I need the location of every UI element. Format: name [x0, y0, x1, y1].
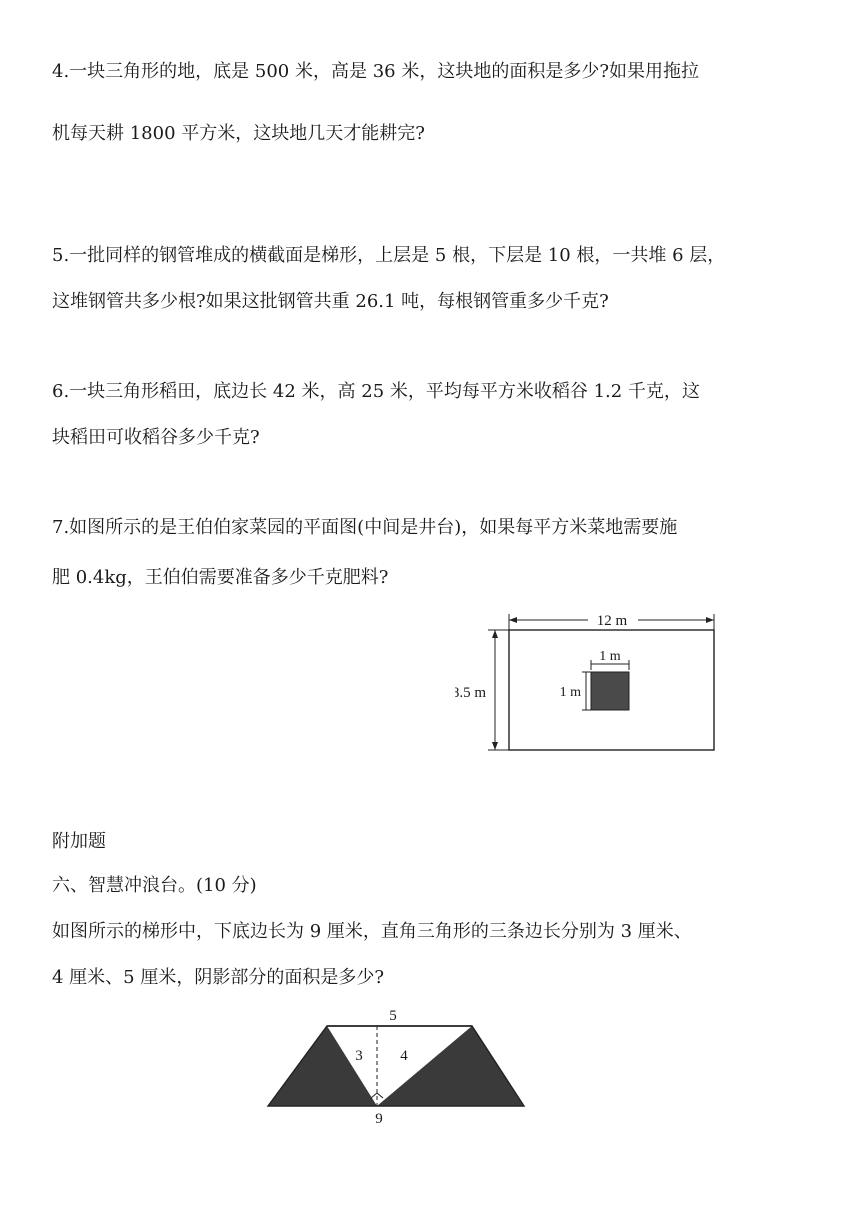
trapezoid-figure [262, 1002, 532, 1136]
problem-7-line-1: 7.如图所示的是王伯伯家菜园的平面图(中间是井台)，如果每平方米菜地需要施 [52, 517, 678, 538]
bonus-problem-line-2: 4 厘米、5 厘米，阴影部分的面积是多少? [52, 967, 384, 988]
left-label: 3 [355, 1048, 363, 1064]
width-arrow-right [706, 617, 714, 623]
problem-5 [52, 236, 812, 322]
width-label: 12 m [596, 613, 628, 629]
top-label: 5 [389, 1008, 397, 1024]
well-width-label: 1 m [599, 649, 621, 664]
right-label: 4 [400, 1048, 408, 1064]
problem-5-line-2: 这堆钢管共多少根?如果这批钢管共重 26.1 吨，每根钢管重多少千克? [52, 291, 609, 312]
bonus-section-title [52, 866, 812, 906]
bonus-section-text: 六、智慧冲浪台。(10 分) [52, 875, 257, 896]
problem-6 [52, 372, 812, 458]
garden-plan-figure [455, 600, 730, 769]
shaded-triangle-left [268, 1026, 377, 1106]
trapezoid-svg [262, 1002, 532, 1132]
problem-4 [52, 52, 812, 154]
width-arrow-left [509, 617, 517, 623]
bonus-problem-line-1: 如图所示的梯形中，下底边长为 9 厘米，直角三角形的三条边长分别为 3 厘米、 [52, 921, 692, 942]
height-label: 8.5 m [455, 685, 486, 701]
bonus-heading-text: 附加题 [52, 831, 106, 852]
problem-5-line-1: 5.一批同样的钢管堆成的横截面是梯形，上层是 5 根，下层是 10 根，一共堆 6 层， [52, 245, 726, 266]
garden-plan-svg [455, 600, 730, 765]
problem-6-line-1: 6.一块三角形稻田，底边长 42 米，高 25 米，平均每平方米收稻谷 1.2 千克，这 [52, 381, 700, 402]
bonus-problem [52, 912, 812, 998]
problem-6-line-2: 块稻田可收稻谷多少千克? [52, 427, 260, 448]
height-arrow-bottom [492, 742, 498, 750]
problem-7-line-2: 肥 0.4kg，王伯伯需要准备多少千克肥料? [52, 567, 389, 588]
problem-4-line-1: 4.一块三角形的地，底是 500 米，高是 36 米，这块地的面积是多少?如果用拖拉 [52, 61, 699, 82]
shaded-triangle-right [377, 1026, 524, 1106]
well-height-label: 1 m [559, 685, 581, 700]
problem-4-line-2: 机每天耕 1800 平方米，这块地几天才能耕完? [52, 123, 425, 144]
bottom-label: 9 [375, 1111, 383, 1127]
bonus-heading [52, 822, 812, 862]
well-square [591, 672, 629, 710]
height-arrow-top [492, 630, 498, 638]
problem-7 [52, 508, 812, 598]
